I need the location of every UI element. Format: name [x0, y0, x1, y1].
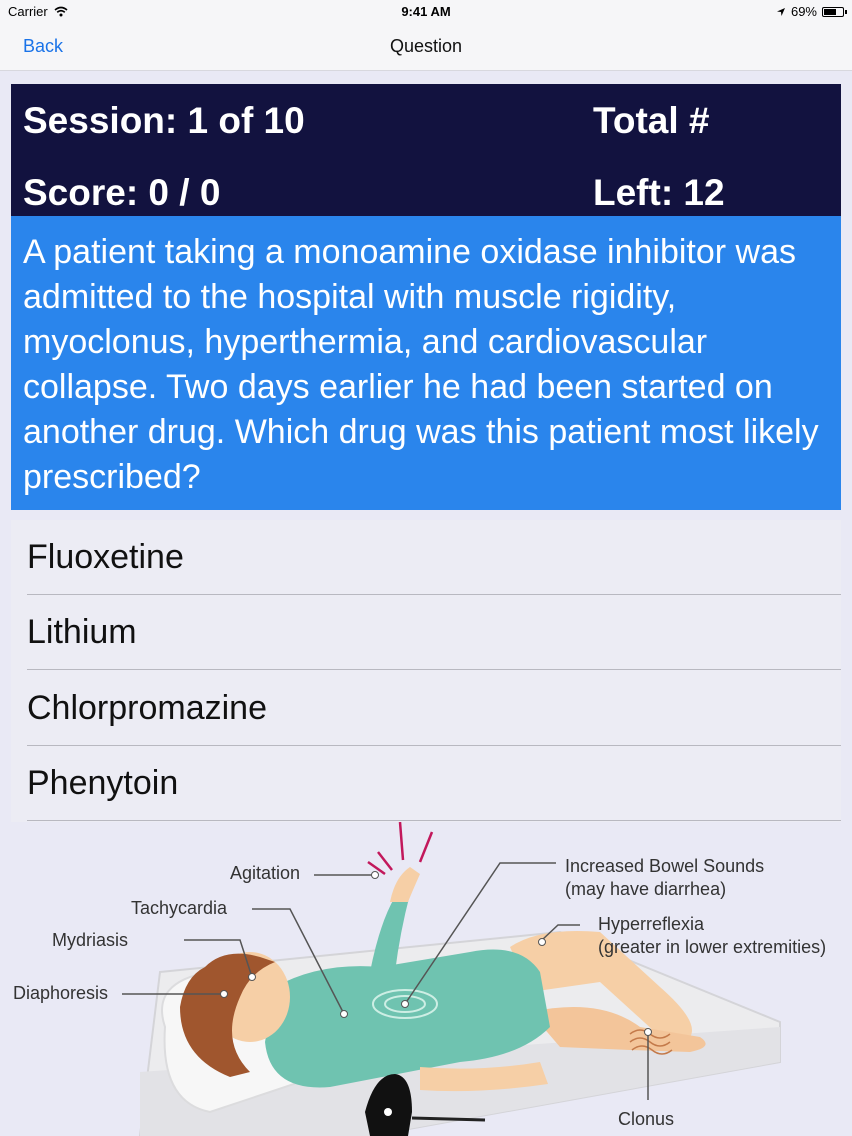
nav-title: Question — [389, 36, 463, 56]
score-label: Score: 0 / 0 — [23, 172, 221, 213]
session-header-panel — [11, 84, 841, 216]
answer-option-phenytoin[interactable]: Phenytoin — [27, 746, 841, 821]
answer-option-chlorpromazine[interactable]: Chlorpromazine — [27, 671, 841, 746]
total-label: Total # — [593, 100, 710, 141]
answer-list — [11, 520, 841, 822]
label-tachycardia: Tachycardia — [131, 898, 228, 918]
label-hyperreflexia: Hyperreflexia — [598, 914, 705, 934]
label-agitation: Agitation — [230, 863, 301, 883]
battery-icon — [822, 7, 844, 17]
status-bar — [0, 0, 852, 24]
navigation-bar — [0, 24, 852, 71]
status-time: 9:41 AM — [401, 4, 451, 19]
back-button[interactable]: Back — [23, 36, 64, 56]
location-arrow-icon — [776, 7, 786, 17]
answer-option-lithium[interactable]: Lithium — [27, 595, 841, 670]
serotonin-syndrome-illustration — [0, 822, 852, 1136]
question-text: A patient taking a monoamine oxidase inhibitor was admitted to the hospital with muscle rigidity, myoclonus, hyperthermia, and cardiovascular collapse. Two days earlier he had been started on another drug. Which drug was this patient most likely prescribed? — [11, 216, 841, 510]
carrier-label: Carrier — [8, 4, 48, 19]
answer-option-fluoxetine[interactable]: Fluoxetine — [27, 520, 841, 595]
label-diaphoresis: Diaphoresis — [13, 983, 109, 1003]
battery-percent: 69% — [790, 4, 817, 19]
label-clonus: Clonus — [618, 1109, 675, 1129]
label-bowel-note: (may have diarrhea) — [565, 879, 727, 899]
label-bowel-sounds: Increased Bowel Sounds — [565, 856, 765, 876]
remaining-label: Left: 12 — [593, 172, 725, 213]
label-mydriasis: Mydriasis — [52, 930, 129, 950]
status-right — [776, 4, 844, 19]
label-hyperreflexia-note: (greater in lower extremities) — [598, 937, 827, 957]
battery-fill — [824, 9, 836, 15]
session-counter: Session: 1 of 10 — [23, 100, 305, 141]
